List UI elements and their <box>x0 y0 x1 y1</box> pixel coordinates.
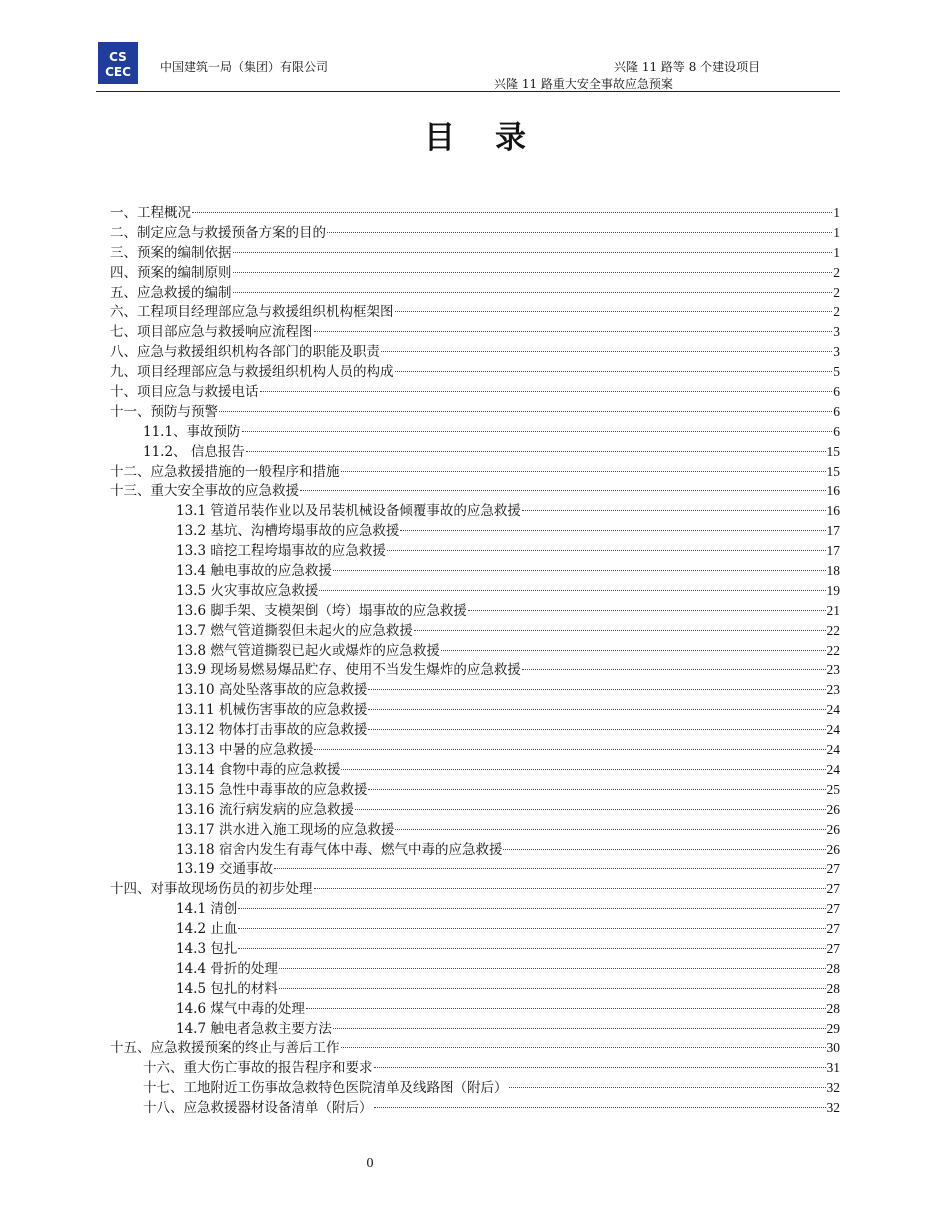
toc-entry-text: 13.4 触电事故的应急救援 <box>176 563 332 580</box>
toc-entry[interactable] <box>110 700 840 720</box>
toc-entry-text: 十七、工地附近工伤事故急救特色医院清单及线路图（附后） <box>143 1080 508 1097</box>
toc-entry[interactable] <box>110 223 840 243</box>
toc-entry[interactable] <box>110 780 840 800</box>
dot-leader <box>503 849 825 850</box>
toc-entry[interactable] <box>110 979 840 999</box>
toc-entry-text: 13.10 高处坠落事故的应急救援 <box>176 682 368 699</box>
toc-entry-page: 27 <box>826 881 840 897</box>
toc-entry-page: 19 <box>826 582 840 598</box>
toc-entry-text: 十一、预防与预警 <box>110 403 218 420</box>
toc-entry-text: 13.12 物体打击事故的应急救援 <box>176 722 368 739</box>
toc-entry-page: 5 <box>833 364 840 380</box>
toc-entry-page: 1 <box>833 224 840 240</box>
dot-leader <box>300 490 826 491</box>
dot-leader <box>441 650 826 651</box>
toc-entry-page: 24 <box>826 722 840 738</box>
toc-entry[interactable] <box>110 879 840 899</box>
toc-entry-page: 27 <box>826 940 840 956</box>
toc-entry[interactable] <box>110 621 840 641</box>
toc-entry[interactable] <box>110 680 840 700</box>
toc-entry-page: 22 <box>826 642 840 658</box>
toc-entry[interactable] <box>110 561 840 581</box>
dot-leader <box>319 590 825 591</box>
toc-entry-text: 13.17 洪水进入施工现场的应急救援 <box>176 821 395 838</box>
toc-entry[interactable] <box>110 1019 840 1039</box>
dot-leader <box>333 570 826 571</box>
dot-leader <box>246 451 826 452</box>
toc-entry[interactable] <box>110 859 840 879</box>
toc-title: 目录 <box>424 120 566 156</box>
toc-entry-text: 四、预案的编制原则 <box>110 264 232 281</box>
dot-leader <box>327 232 832 233</box>
toc-entry-page: 26 <box>826 841 840 857</box>
toc-entry[interactable] <box>110 581 840 601</box>
toc-entry[interactable] <box>110 800 840 820</box>
dot-leader <box>522 669 826 670</box>
dot-leader <box>368 709 825 710</box>
toc-entry-page: 2 <box>833 284 840 300</box>
toc-entry-page: 2 <box>833 304 840 320</box>
toc-entry-page: 25 <box>826 781 840 797</box>
toc-entry[interactable] <box>110 382 840 402</box>
toc-entry[interactable] <box>110 999 840 1019</box>
toc-entry[interactable] <box>110 342 840 362</box>
toc-entry[interactable] <box>110 959 840 979</box>
toc-entry-text: 七、项目部应急与救援响应流程图 <box>110 324 313 341</box>
toc-entry-text: 11.1、事故预防 <box>143 423 241 440</box>
dot-leader <box>368 789 825 790</box>
dot-leader <box>468 610 826 611</box>
dot-leader <box>274 868 826 869</box>
dot-leader <box>238 948 825 949</box>
toc-entry[interactable] <box>110 820 840 840</box>
toc-entry-page: 32 <box>826 1080 840 1096</box>
toc-entry[interactable] <box>110 283 840 303</box>
toc-entry[interactable] <box>110 322 840 342</box>
toc-entry-text: 十三、重大安全事故的应急救援 <box>110 483 299 500</box>
toc-entry[interactable] <box>110 203 840 223</box>
dot-leader <box>219 411 832 412</box>
toc-entry-page: 23 <box>826 662 840 678</box>
toc-entry[interactable] <box>110 601 840 621</box>
toc-entry-page: 17 <box>826 543 840 559</box>
toc-entry[interactable] <box>110 442 840 462</box>
toc-entry-page: 24 <box>826 702 840 718</box>
toc-entry-text: 13.7 燃气管道撕裂但未起火的应急救援 <box>176 622 413 639</box>
toc-entry[interactable] <box>110 899 840 919</box>
toc-entry-text: 十四、对事故现场伤员的初步处理 <box>110 881 313 898</box>
toc-entry-page: 6 <box>833 403 840 419</box>
toc-entry[interactable] <box>110 263 840 283</box>
toc-entry-page: 21 <box>826 602 840 618</box>
dot-leader <box>368 729 825 730</box>
toc-entry-page: 22 <box>826 622 840 638</box>
toc-entry-page: 3 <box>833 324 840 340</box>
toc-entry-page: 1 <box>833 205 840 220</box>
company-logo <box>98 42 138 84</box>
dot-leader <box>279 988 826 989</box>
toc-entry[interactable] <box>110 1098 840 1118</box>
toc-entry-text: 13.9 现场易燃易爆品贮存、使用不当发生爆炸的应急救援 <box>176 662 521 679</box>
toc-entry-text: 13.2 基坑、沟槽垮塌事故的应急救援 <box>176 523 400 540</box>
toc-entry-page: 26 <box>826 801 840 817</box>
toc-entry-page: 26 <box>826 821 840 837</box>
toc-entry[interactable] <box>110 481 840 501</box>
dot-leader <box>414 630 826 631</box>
dot-leader <box>355 809 826 810</box>
toc-entry[interactable] <box>110 939 840 959</box>
toc-entry-page: 31 <box>826 1060 840 1076</box>
toc-entry-page: 2 <box>833 264 840 280</box>
toc-entry[interactable] <box>110 740 840 760</box>
toc-entry[interactable] <box>110 302 840 322</box>
toc-entry-page: 30 <box>826 1040 840 1056</box>
dot-leader <box>387 550 826 551</box>
dot-leader <box>381 351 832 352</box>
toc-entry-page: 16 <box>826 483 840 499</box>
dot-leader <box>395 829 825 830</box>
toc-entry[interactable] <box>110 760 840 780</box>
toc-entry[interactable] <box>110 660 840 680</box>
dot-leader <box>314 888 826 889</box>
toc-entry-page: 15 <box>826 463 840 479</box>
toc-entry-text: 十、项目应急与救援电话 <box>110 384 259 401</box>
toc-entry-text: 13.11 机械伤害事故的应急救援 <box>176 702 368 719</box>
header-company: 中国建筑一局（集团）有限公司 <box>160 60 329 74</box>
toc-entry-page: 28 <box>826 980 840 996</box>
toc-entry-page: 6 <box>833 423 840 439</box>
dot-leader <box>368 689 825 690</box>
toc-entry-text: 二、制定应急与救援预备方案的目的 <box>110 224 326 241</box>
dot-leader <box>333 1028 826 1029</box>
toc-entry-text: 五、应急救援的编制 <box>110 284 232 301</box>
dot-leader <box>233 252 833 253</box>
dot-leader <box>400 530 825 531</box>
table-of-contents <box>110 203 840 1118</box>
dot-leader <box>306 1008 826 1009</box>
dot-leader <box>238 908 825 909</box>
toc-entry-text: 三、预案的编制依据 <box>110 244 232 261</box>
toc-entry[interactable] <box>110 462 840 482</box>
toc-entry-text: 13.3 暗挖工程垮塌事故的应急救援 <box>176 543 386 560</box>
toc-entry-page: 24 <box>826 742 840 758</box>
toc-entry-page: 1 <box>833 244 840 260</box>
toc-entry-page: 27 <box>826 901 840 917</box>
toc-entry-text: 十六、重大伤亡事故的报告程序和要求 <box>143 1060 373 1077</box>
toc-entry-text: 13.6 脚手架、支模架倒（垮）塌事故的应急救援 <box>176 602 467 619</box>
toc-entry-page: 6 <box>833 384 840 400</box>
dot-leader <box>395 371 833 372</box>
dot-leader <box>314 331 833 332</box>
dot-leader <box>374 1067 826 1068</box>
toc-entry-page: 27 <box>826 921 840 937</box>
toc-entry-text: 13.1 管道吊装作业以及吊装机械设备倾覆事故的应急救援 <box>176 503 521 520</box>
toc-entry-text: 十二、应急救援措施的一般程序和措施 <box>110 463 340 480</box>
header-project-line1: 兴隆 11 路等 8 个建设项目 <box>614 60 761 74</box>
toc-entry[interactable] <box>110 1038 840 1058</box>
dot-leader <box>279 968 826 969</box>
dot-leader <box>233 272 833 273</box>
toc-entry-text: 九、项目经理部应急与救援组织机构人员的构成 <box>110 364 394 381</box>
toc-entry-page: 18 <box>826 563 840 579</box>
toc-entry-text: 十八、应急救援器材设备清单（附后） <box>143 1100 373 1117</box>
toc-entry[interactable] <box>110 840 840 860</box>
toc-entry-text: 13.16 流行病发病的应急救援 <box>176 801 354 818</box>
toc-entry-text: 十五、应急救援预案的终止与善后工作 <box>110 1040 340 1057</box>
toc-entry-text: 14.4 骨折的处理 <box>176 960 278 977</box>
toc-entry[interactable] <box>110 919 840 939</box>
toc-entry-text: 八、应急与救援组织机构各部门的职能及职责 <box>110 344 380 361</box>
toc-entry-text: 14.5 包扎的材料 <box>176 980 278 997</box>
dot-leader <box>192 212 832 213</box>
svg-text:CEC: CEC <box>105 65 131 79</box>
toc-entry[interactable] <box>110 402 840 422</box>
toc-entry-text: 14.1 清创 <box>176 901 238 918</box>
dot-leader <box>314 749 825 750</box>
svg-text:CS: CS <box>109 50 127 64</box>
dot-leader <box>242 431 833 432</box>
toc-entry[interactable] <box>110 720 840 740</box>
toc-entry-page: 24 <box>826 761 840 777</box>
toc-entry-page: 15 <box>826 443 840 459</box>
toc-entry-text: 13.18 宿舍内发生有毒气体中毒、燃气中毒的应急救援 <box>176 841 503 858</box>
toc-entry-page: 16 <box>826 503 840 519</box>
toc-entry[interactable] <box>110 641 840 661</box>
toc-entry-page: 28 <box>826 1000 840 1016</box>
toc-entry[interactable] <box>110 1058 840 1078</box>
dot-leader <box>260 391 833 392</box>
toc-entry-text: 13.19 交通事故 <box>176 861 273 878</box>
toc-entry-page: 23 <box>826 682 840 698</box>
toc-entry[interactable] <box>110 243 840 263</box>
toc-entry-text: 13.13 中暑的应急救援 <box>176 742 314 759</box>
toc-entry-text: 14.2 止血 <box>176 921 238 938</box>
dot-leader <box>374 1107 826 1108</box>
toc-entry-page: 32 <box>826 1100 840 1116</box>
dot-leader <box>233 292 833 293</box>
toc-entry-text: 13.14 食物中毒的应急救援 <box>176 761 341 778</box>
toc-entry-text: 13.8 燃气管道撕裂已起火或爆炸的应急救援 <box>176 642 440 659</box>
toc-entry-page: 29 <box>826 1020 840 1036</box>
toc-entry-text: 六、工程项目经理部应急与救援组织机构框架图 <box>110 304 394 321</box>
toc-entry-page: 17 <box>826 523 840 539</box>
toc-entry-text: 一、工程概况 <box>110 205 191 221</box>
dot-leader <box>341 471 826 472</box>
toc-entry[interactable] <box>110 501 840 521</box>
header-project-line2: 兴隆 11 路重大安全事故应急预案 <box>494 77 673 91</box>
toc-entry-text: 13.5 火灾事故应急救援 <box>176 582 319 599</box>
dot-leader <box>341 769 825 770</box>
toc-entry[interactable] <box>110 362 840 382</box>
dot-leader <box>395 311 833 312</box>
toc-entry-page: 27 <box>826 861 840 877</box>
toc-entry-page: 28 <box>826 960 840 976</box>
toc-entry[interactable] <box>110 521 840 541</box>
toc-entry[interactable] <box>110 541 840 561</box>
toc-entry-text: 14.3 包扎 <box>176 940 238 957</box>
toc-entry-text: 14.6 煤气中毒的处理 <box>176 1000 305 1017</box>
dot-leader <box>509 1087 826 1088</box>
toc-entry-page: 3 <box>833 344 840 360</box>
dot-leader <box>341 1047 826 1048</box>
toc-entry-text: 11.2、 信息报告 <box>143 443 245 460</box>
dot-leader <box>238 928 825 929</box>
footer-page-number: 0 <box>366 1156 374 1171</box>
toc-entry-text: 13.15 急性中毒事故的应急救援 <box>176 781 368 798</box>
toc-entry[interactable] <box>110 1078 840 1098</box>
toc-entry[interactable] <box>110 422 840 442</box>
header-rule <box>96 91 840 92</box>
dot-leader <box>522 510 826 511</box>
toc-entry-text: 14.7 触电者急救主要方法 <box>176 1020 332 1037</box>
